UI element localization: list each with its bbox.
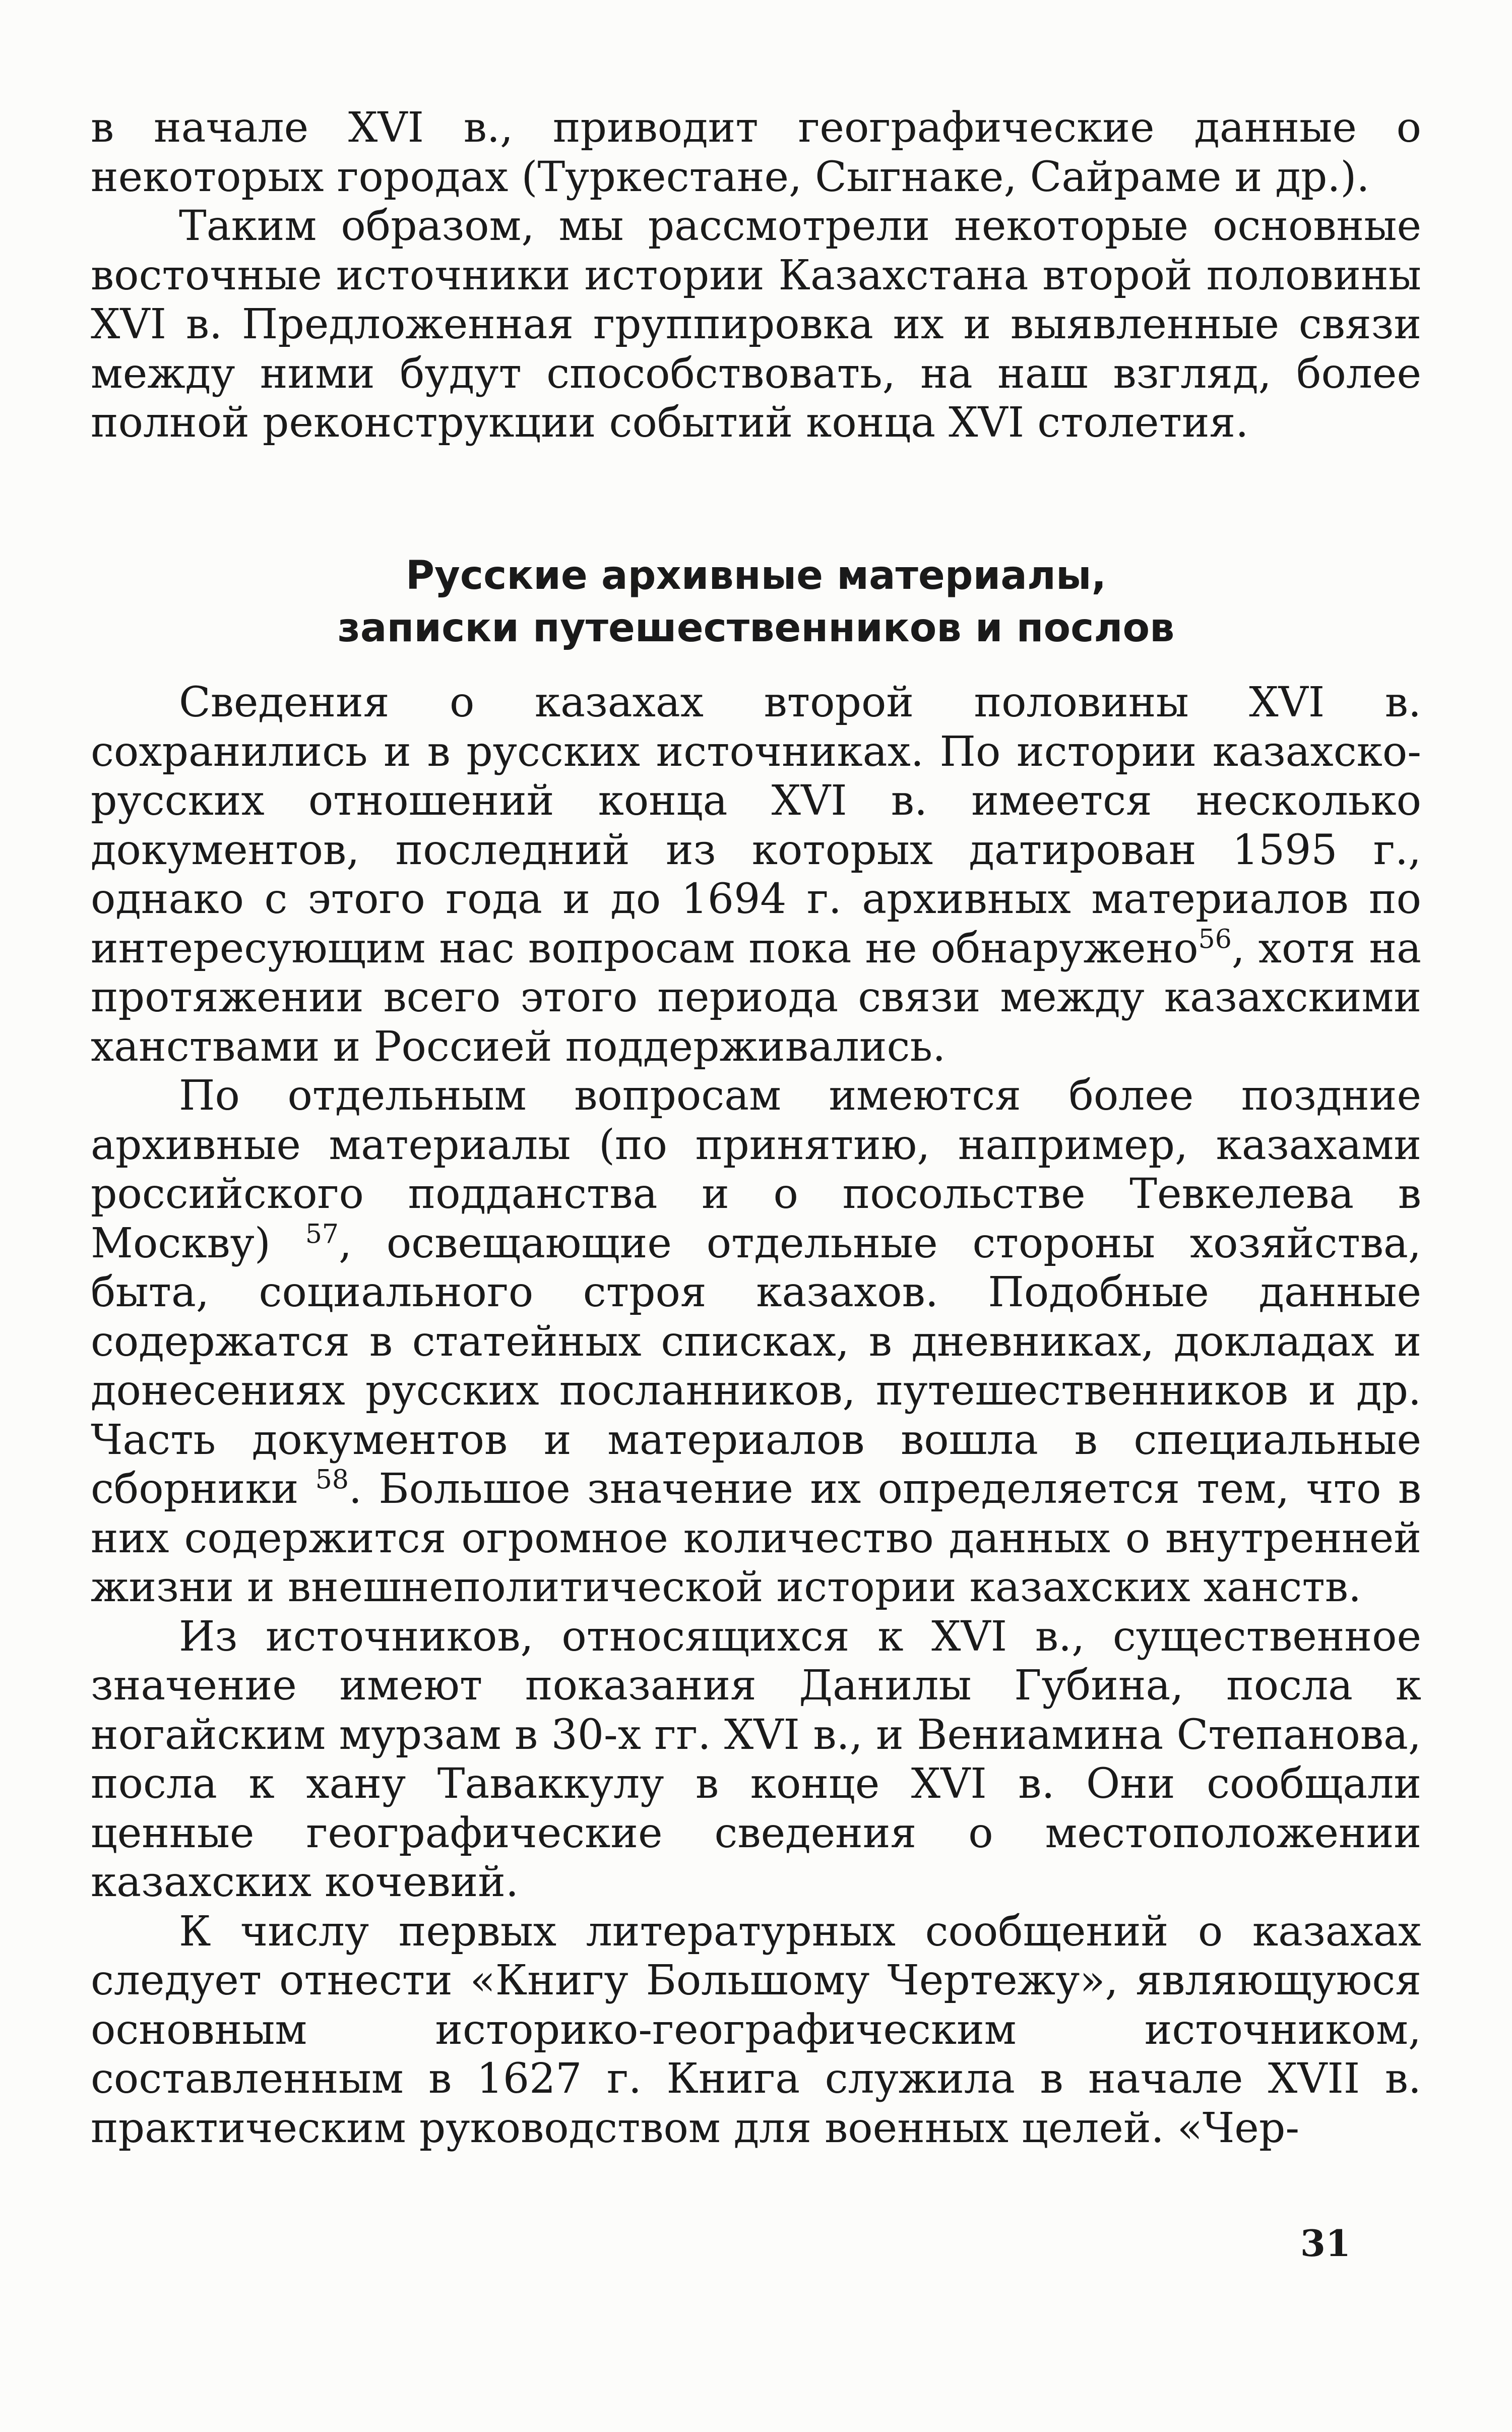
page-number: 31 (1300, 2222, 1351, 2265)
top-text-block (91, 103, 1421, 448)
footnote-ref-56: 56 (1198, 924, 1232, 955)
paragraph-text: , хотя на протяжении всего этого периода связи между казахскими ханствами и Россией поддерживались. (91, 924, 1421, 1071)
section-heading-line-1: Русские архивные материалы, (405, 553, 1107, 598)
paragraph-continuation: в начале XVI в., приводит географические данные о некоторых городах (Туркестане, Сыгнаке, Сайраме и др.). (91, 104, 1421, 201)
paragraph-xvi-sources: Из источников, относящихся к XVI в., существенное значение имеют показания Данилы Губина, посла к ногайским мурзам в 30-х гг. XVI в., и Вениамина Степанова, посла к хану Таваккулу в конце XVI в. Они сообщали ценные географические сведения о местоположении казахских кочевий. (91, 1612, 1421, 1906)
paragraph-text: . Большое значение их определяется тем, что в них содержится огромное количество данных о внутренней жизни и внешнеполитической истории казахских ханств. (91, 1465, 1421, 1611)
paragraph-russian-sources (91, 678, 1421, 1071)
section-heading-line-2: записки путешественников и послов (337, 605, 1175, 651)
paragraph-archive-materials (91, 1071, 1421, 1612)
footnote-ref-57: 57 (305, 1219, 339, 1250)
paragraph-conclusion: Таким образом, мы рассмотрели некоторые основные восточные источники истории Казахстана второй половины XVI в. Предложенная группировка их и выявленные связи между ними будут способствовать, на наш взгляд, более полной реконструкции событий конца XVI столетия. (91, 202, 1421, 447)
paragraph-text: Сведения о казахах второй половины XVI в. сохранились и в русских источниках. По истории казахско-русских отношений конца XVI в. имеется несколько документов, последний из которых датирован 1595 г., однако с этого года и до 1694 г. архивных материалов по интересующим нас вопросам пока не обнаружено (91, 679, 1421, 972)
paragraph-book-big-drawing: К числу первых литературных сообщений о казахах следует отнести «Книгу Большому Чертежу», являющуюся основным историко-географическим источником, составленным в 1627 г. Книга служила в начале XVII в. практическим руководством для военных целей. «Чер- (91, 1907, 1421, 2152)
paragraph-text: По отдельным вопросам имеются более поздние архивные материалы (по принятию, например, казахами российского подданства и о посольстве Тевкелева в Москву) (91, 1072, 1421, 1267)
section-heading (91, 550, 1421, 654)
main-text-block (91, 678, 1421, 2153)
paragraph-text: , освещающие отдельные стороны хозяйства, быта, социального строя казахов. Подобные данные содержатся в статейных списках, в дневниках, докладах и донесениях русских посланников, путешественников и др. Часть документов и материалов вошла в специальные сборники (91, 1219, 1421, 1513)
footnote-ref-58: 58 (315, 1465, 349, 1495)
